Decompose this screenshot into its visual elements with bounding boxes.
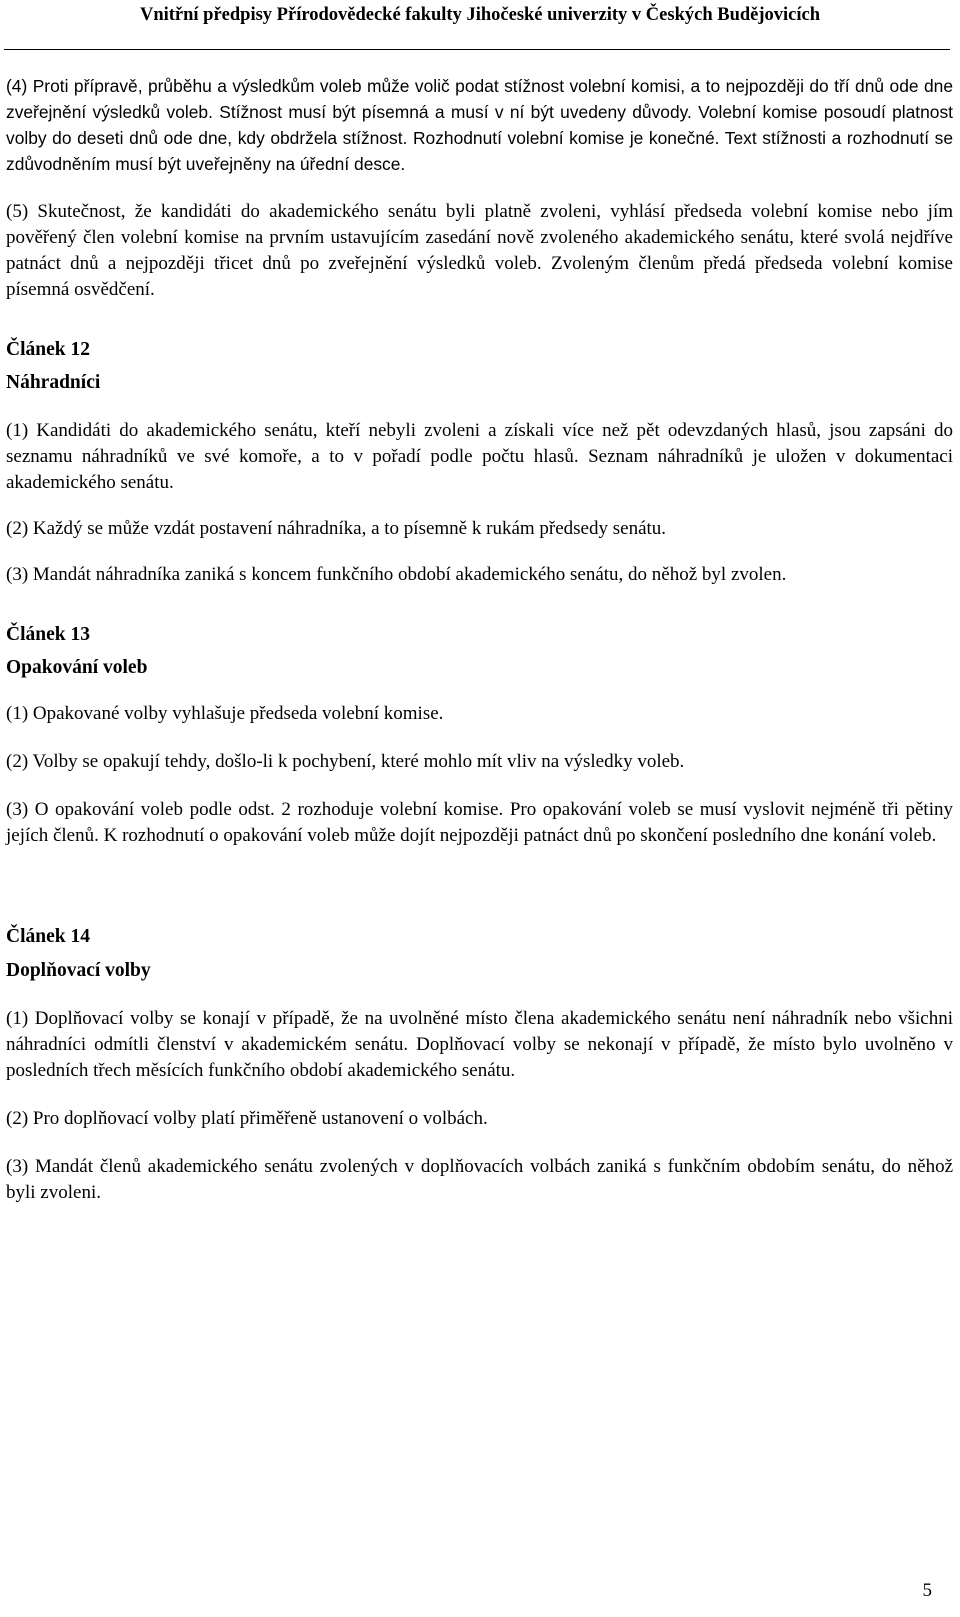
paragraph-5: (5) Skutečnost, že kandidáti do akademického senátu byli platně zvoleni, vyhlásí předseda volební komise nebo jím pověřený člen volební komise na prvním ustavujícím zasedání nově zvoleného akademického senátu, které svolá nejdříve patnáct dnů a nejpozději třicet dnů po zveřejnění výsledků voleb. Zvoleným členům předá předseda volební komise písemná osvědčení. <box>6 201 953 300</box>
article-13-paragraph-2: (2) Volby se opakují tehdy, došlo-li k pochybení, které mohlo mít vliv na výsledky voleb. <box>6 751 685 772</box>
article-14-title: Doplňovací volby <box>6 960 151 981</box>
article-12-paragraph-3: (3) Mandát náhradníka zaniká s koncem funkčního období akademického senátu, do něhož byl zvolen. <box>6 564 787 585</box>
article-12-title: Náhradníci <box>6 372 101 393</box>
document-body <box>6 73 953 1206</box>
article-14-number: Článek 14 <box>6 926 90 947</box>
header-divider <box>4 49 950 50</box>
article-14-paragraph-2: (2) Pro doplňovací volby platí přiměřeně ustanovení o volbách. <box>6 1108 488 1129</box>
article-12-paragraph-1: (1) Kandidáti do akademického senátu, kteří nebyli zvoleni a získali více než pět odevzdaných hlasů, jsou zapsáni do seznamu náhradníků ve své komoře, a to v pořadí podle počtu hlasů. Seznam náhradníků je uložen v dokumentaci akademického senátu. <box>6 420 953 493</box>
article-14-paragraph-3: (3) Mandát členů akademického senátu zvolených v doplňovacích volbách zaniká s funkčním obdobím senátu, do něhož byli zvoleni. <box>6 1156 953 1203</box>
article-14-paragraph-1: (1) Doplňovací volby se konají v případě, že na uvolněné místo člena akademického senátu není náhradník nebo všichni náhradníci odmítli členství v akademickém senátu. Doplňovací volby se nekonají v případě, že místo bylo uvolněno v posledních třech měsících funkčního období akademického senátu. <box>6 1008 953 1081</box>
article-12-paragraph-2: (2) Každý se může vzdát postavení náhradníka, a to písemně k rukám předsedy senátu. <box>6 518 667 539</box>
page-number: 5 <box>922 1580 932 1601</box>
article-13-paragraph-3: (3) O opakování voleb podle odst. 2 rozhoduje volební komise. Pro opakování voleb se musí vyslovit nejméně tři pětiny jejích členů. K rozhodnutí o opakování voleb může dojít nejpozději patnáct dnů po skončení posledního dne konání voleb. <box>6 799 953 846</box>
article-13-title: Opakování voleb <box>6 657 148 678</box>
article-13-paragraph-1: (1) Opakované volby vyhlašuje předseda volební komise. <box>6 703 444 724</box>
paragraph-4: (4) Proti přípravě, průběhu a výsledkům voleb může volič podat stížnost volební komisi, a to nejpozději do tří dnů ode dne zveřejnění výsledků voleb. Stížnost musí být písemná a musí v ní být uvedeny důvody. Volební komise posoudí platnost volby do deseti dnů ode dne, kdy obdržela stížnost. Rozhodnutí volební komise je konečné. Text stížnosti a rozhodnutí se zdůvodněním musí být uveřejněny na úřední desce. <box>6 76 953 174</box>
page-header-title: Vnitřní předpisy Přírodovědecké fakulty Jihočeské univerzity v Českých Budějovicích <box>139 5 821 25</box>
article-12-number: Článek 12 <box>6 339 90 360</box>
article-13-number: Článek 13 <box>6 624 90 645</box>
